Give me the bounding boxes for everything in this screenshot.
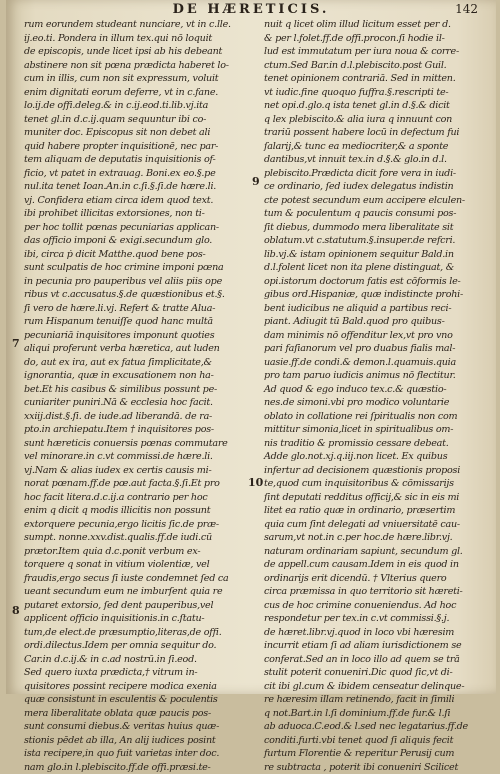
text-line: hoc facit litera.d.c.ij.a contrario per hoc <box>24 491 236 505</box>
text-line: nuit q licet olim illud licitum esset per d. <box>264 18 476 32</box>
text-line: quia cum ſint delegati ad vniuersitatē cau- <box>264 518 476 532</box>
text-line: mera liberalitate oblata quæ paucis pos- <box>24 707 236 721</box>
text-line: pro tam paruo iudicis animus nō flectitur. <box>264 369 476 383</box>
text-line: dantibus,vt innuit tex.in d.§.& glo.in d.l. <box>264 153 476 167</box>
text-line: tenet gl.in d.c.ij.quam sequuntur ibi co- <box>24 113 236 127</box>
text-line: tenet opinionem contrariā. Sed in mitten. <box>264 72 476 86</box>
text-line: lib.vj.& istam opinionem sequitur Bald.in <box>264 248 476 262</box>
text-line: ſi vero de hære.li.vj. Refert & tratte Alua- <box>24 302 236 316</box>
text-line: sumpt. nonne.xxv.dist.qualis.ff.de iudi.cū <box>24 531 236 545</box>
text-line: naturam ordinariam sapiunt, secundum gl. <box>264 545 476 559</box>
text-line: prætor.Item quia d.c.ponit verbum ex- <box>24 545 236 559</box>
marginal-number: 7 <box>12 337 20 350</box>
text-line: pecuniariā inquisitores imponunt quoties <box>24 329 236 343</box>
page-number: 142 <box>455 2 478 16</box>
text-line: q lex plebiscito.& alia iura q innuunt con <box>264 113 476 127</box>
text-line: infertur ad decisionem quæstionis proposi <box>264 464 476 478</box>
text-line: pto.in archiepatu.Item † inquisitores pos- <box>24 423 236 437</box>
text-line: rum Hispanum tenuiſſe quod hanc multā <box>24 315 236 329</box>
text-line: ſit diebus, dummodo mera liberalitate sit <box>264 221 476 235</box>
text-line: applicent officio inquisitionis.in c.ſtatu- <box>24 612 236 626</box>
text-line: sunt hæreticis conuersis pœnas commutare <box>24 437 236 451</box>
text-line: lud est immutatum per iura noua & corre- <box>264 45 476 59</box>
text-line: ce ordinario, ſed iudex delegatus indistin <box>264 180 476 194</box>
text-line: bent iudicibus ne aliquid a partibus reci- <box>264 302 476 316</box>
text-line: de episcopis, unde licet ipsi ab his debeant <box>24 45 236 59</box>
text-line: uasie.ff.de condi.& demon.l.quamuis.quia <box>264 356 476 370</box>
text-line: circa præmissa in quo territorio sit hæreti- <box>264 585 476 599</box>
text-line: ctum.Sed Bar.in d.l.plebiscito.post Guil. <box>264 59 476 73</box>
text-line: rum eorundem studeant nunciare, vt in c.lle. <box>24 18 236 32</box>
text-line: vj.Nam & alias iudex ex certis causis mi- <box>24 464 236 478</box>
page-header <box>6 2 496 18</box>
text-line: pari faſianorum vel pro duabus fialis mal- <box>264 342 476 356</box>
text-line: cus de hoc crimine conueniendus. Ad hoc <box>264 599 476 613</box>
text-line: nul.ita tenet Ioan.An.in c.ſi.§.ſi.de hære.li. <box>24 180 236 194</box>
text-line: sunt sculpatis de hoc crimine imponi pœna <box>24 261 236 275</box>
text-line: dam minimis nō offenditur lex,vt pro vno <box>264 329 476 343</box>
text-line: cuniariter puniri.Nā & ecclesia hoc facit. <box>24 396 236 410</box>
text-line: enim q dicit q modis illicitis non possunt <box>24 504 236 518</box>
text-line: Adde glo.not.xj.q.iij.non licet. Ex quibus <box>264 450 476 464</box>
text-line: ueant secundum eum ne imburſent quia re <box>24 585 236 599</box>
text-line: trariū possent habere locū in defectum fui <box>264 126 476 140</box>
text-line: quisitores possint recipere modica exenia <box>24 680 236 694</box>
text-line: gibus ord.Hispaniæ, quæ indistincte prohi- <box>264 288 476 302</box>
text-line: quid habere propter inquisitionē, nec par- <box>24 140 236 154</box>
text-line: conferat.Sed an in loco illo ad quem se trā <box>264 653 476 667</box>
text-line: tum & poculentum q paucis consumi pos- <box>264 207 476 221</box>
text-line: muniter doc. Episcopus sit non debet ali <box>24 126 236 140</box>
text-line: ij.eo.ti. Pondera in illum tex.qui nō loquit <box>24 32 236 46</box>
text-line: in pecunia pro pauperibus vel aliis piis ope <box>24 275 236 289</box>
text-line: ab aduoca.C.eod.& l.sed nec legatarius.ff.de <box>264 720 476 734</box>
text-line: oblatum.vt c.statutum.§.insuper.de refcri. <box>264 234 476 248</box>
text-line: das officio imponi & exigi.secundum glo. <box>24 234 236 248</box>
text-line: furtum Florentie & reperitur Perusij cum <box>264 747 476 761</box>
text-line: tum,de elect.de præsumptio,literas,de offi. <box>24 626 236 640</box>
text-line: tem aliquam de deputatis inquisitionis of- <box>24 153 236 167</box>
text-line: & per l.folet.ff.de offi.procon.ſi hodie il- <box>264 32 476 46</box>
text-line: re hæresim illam retinendo, facit in ſimili <box>264 693 476 707</box>
text-line: respondetur per tex.in c.vt commissi.§.j. <box>264 612 476 626</box>
text-line: q not.Bart.in l.ſi dominium.ff.de fur.& l.ſi <box>264 707 476 721</box>
text-line: bet.Et his casibus & similibus possunt pe- <box>24 383 236 397</box>
text-line: ignorantia, quæ in excusationem non ha- <box>24 369 236 383</box>
running-title: DE HÆRETICIS. <box>6 2 496 17</box>
text-line: stulit poterit conueniri.Dic quod ſic,vt di- <box>264 666 476 680</box>
text-line: ordinarijs erit dicendū. † Vlterius quero <box>264 572 476 586</box>
text-line: ordi.dilectus.Idem per omnia sequitur do. <box>24 639 236 653</box>
text-line: lo.ij.de offi.deleg.& in c.ij.eod.ti.lib.vj.ita <box>24 99 236 113</box>
text-line: xxiij.dist.§.ſi. de iude.ad liberandā. de ra- <box>24 410 236 424</box>
text-line: cte potest secundum eum accipere elculen- <box>264 194 476 208</box>
text-line: de appell.cum causam.Idem in eis quod in <box>264 558 476 572</box>
text-line: litet ea ratio quæ in ordinario, præsertim <box>264 504 476 518</box>
text-line: torquere q sonat in vitium violentiæ, vel <box>24 558 236 572</box>
text-line: te,quod cum inquisitoribus & cōmissarijs <box>264 477 476 491</box>
text-line: nam glo.in l.plebiscito.ff.de offi.præsi.te- <box>24 761 236 774</box>
text-line: sunt consumi diebus.& veritas huius quæ- <box>24 720 236 734</box>
text-line: mittitur simonia,licet in spiritualibus om- <box>264 423 476 437</box>
text-line: conditi.furti.vbi tenet quod ſi aliquis fecit <box>264 734 476 748</box>
marginal-number: 10 <box>248 476 263 489</box>
text-line: plebiscito.Prædicta dicit fore vera in iudi- <box>264 167 476 181</box>
marginal-number: 9 <box>252 175 260 188</box>
text-line: re subtracta , poterit ibi conueniri Scilicet <box>264 761 476 774</box>
text-line: vel minorare.in c.vt commissi.de hære.li. <box>24 450 236 464</box>
text-line: Ad quod & ego induco tex.c.& quæstio- <box>264 383 476 397</box>
text-line: oblato in collatione rei ſpiritualis non com <box>264 410 476 424</box>
text-line: nes.de simoni.vbi pro modico voluntarie <box>264 396 476 410</box>
text-line: ibi, circa ṗ dicit Matthe.quod bene pos- <box>24 248 236 262</box>
text-line: stionis pēdet ab illa, An alij iudices posint <box>24 734 236 748</box>
text-line: de hæret.libr.vj.quod in loco vbi hæresim <box>264 626 476 640</box>
text-line: ficio, vt patet in extrauag. Boni.ex eo.§.pe <box>24 167 236 181</box>
text-line: do, aut ex ira, aut ex fatua ſimplicitate,& <box>24 356 236 370</box>
text-line: quæ consistunt in esculentis & poculentis <box>24 693 236 707</box>
text-line: vj. Confidera etiam circa idem quod text. <box>24 194 236 208</box>
text-line: ibi prohibet illicitas extorsiones, non ti- <box>24 207 236 221</box>
text-line: ſint deputati redditus officij,& sic in eis mi <box>264 491 476 505</box>
text-line: aliqui proferunt verba hæretica, aut luden <box>24 342 236 356</box>
book-page <box>6 0 496 694</box>
text-line: cum in illis, cum non sit expressum, voluit <box>24 72 236 86</box>
text-line: ista recipere,in quo fuit varietas inter doc. <box>24 747 236 761</box>
text-line: Sed quero iuxta prædicta,† vitrum in- <box>24 666 236 680</box>
text-line: vt iudic.fine quoquo fuffra.§.rescripti te- <box>264 86 476 100</box>
left-text-column <box>24 18 236 688</box>
text-line: opi.istorum doctorum fatis est cōformis le- <box>264 275 476 289</box>
text-line: piant. Adiugit tū Bald.quod pro quibus- <box>264 315 476 329</box>
text-line: fraudis,ergo secus ſi iuste condemnet ſed ca <box>24 572 236 586</box>
text-line: per hoc tollit pœnas pecuniarias applican- <box>24 221 236 235</box>
text-line: sarum,vt not.in c.per hoc.de hære.libr.vj. <box>264 531 476 545</box>
text-line: putaret extorsio, ſed dent pauperibus,vel <box>24 599 236 613</box>
text-line: d.l.folent licet non ita plene distinguat, & <box>264 261 476 275</box>
text-line: extorquere pecunia,ergo licitis ſic.de præ- <box>24 518 236 532</box>
text-line: Car.in d.c.ij.& in c.ad nostrū.in ſi.eod. <box>24 653 236 667</box>
text-line: enim dignitati eorum deferre, vt in c.fane. <box>24 86 236 100</box>
right-text-column <box>264 18 476 688</box>
text-line: nis traditio & promissio cessare debeat. <box>264 437 476 451</box>
marginal-number: 8 <box>12 604 20 617</box>
text-line: incurrit etiam ſi ad aliam iurisdictionem se <box>264 639 476 653</box>
text-line: net opi.d.glo.q ista tenet gl.in d.§.& dicit <box>264 99 476 113</box>
text-line: ribus vt c.accusatus.§.de quæstionibus et.§. <box>24 288 236 302</box>
text-line: norat pœnam.ff.de pœ.aut facta.§.ſi.Et pro <box>24 477 236 491</box>
text-line: cit ibi gl.cum & ibidem censeatur delinque- <box>264 680 476 694</box>
text-line: abstinere non sit pœna prædicta haberet lo- <box>24 59 236 73</box>
text-line: ſalarij,& tunc ea mediocriter,& a sponte <box>264 140 476 154</box>
